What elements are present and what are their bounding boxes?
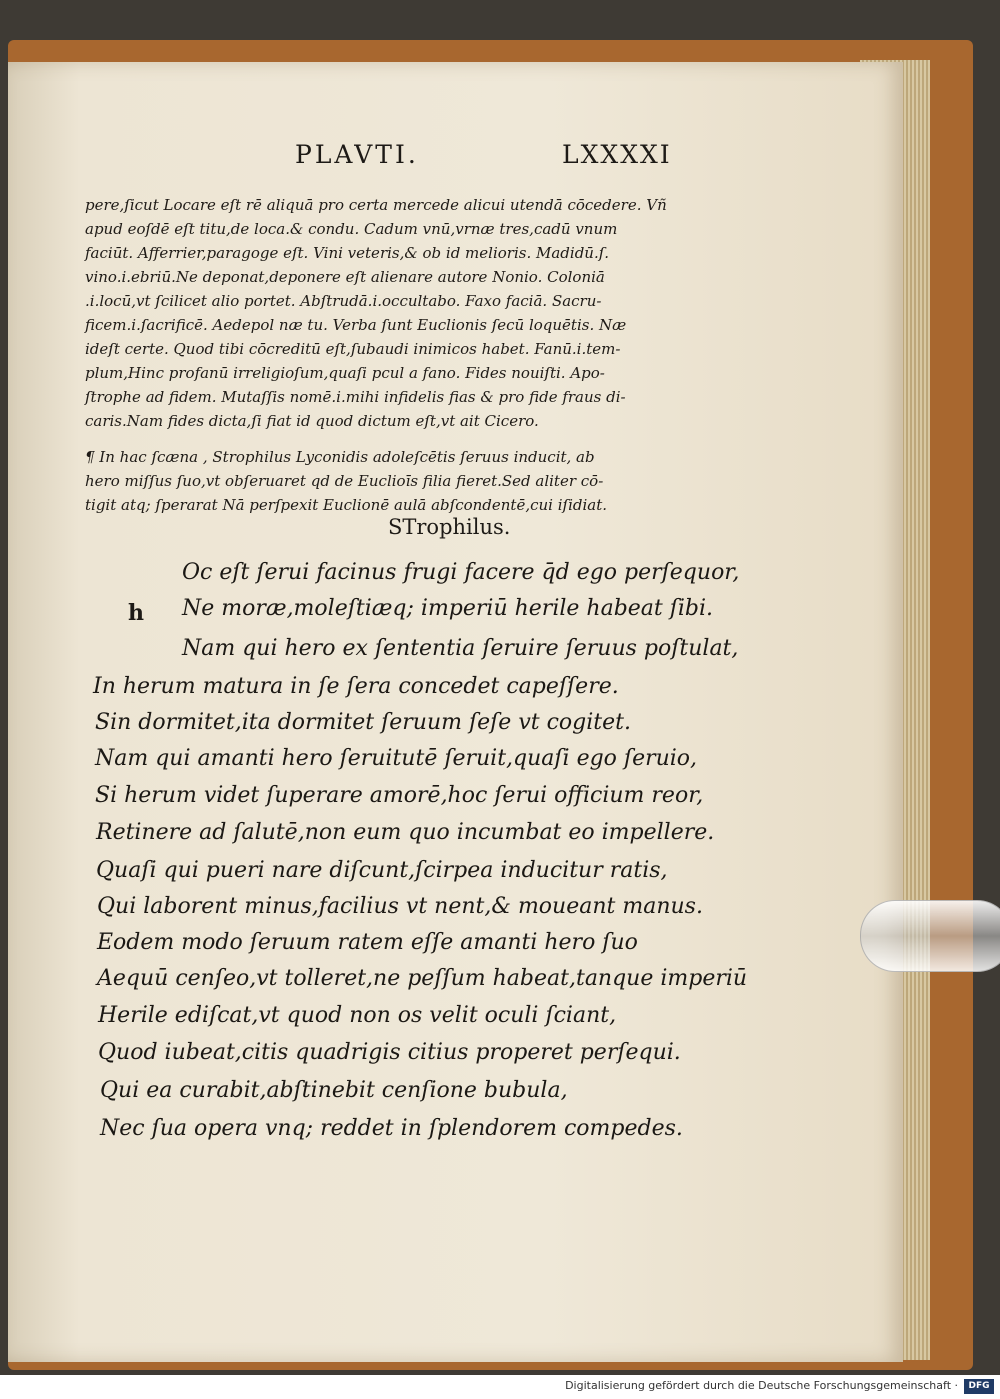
commentary-line: ideſt certe. Quod tibi cōcreditū eſt,ſubaudi inimicos habet. Fanū.i.tem- — [85, 340, 621, 358]
verse-line: Nec ſua opera vnq; reddet in ſplendorem compedes. — [100, 1116, 683, 1141]
commentary-line: apud eoſdē eſt titu,de loca.& condu. Cadum vnū,vrnæ tres,cadū vnum — [85, 220, 618, 238]
verse-line: Oc eſt ſerui facinus frugi facere q̄d ego perſequor, — [182, 560, 740, 585]
verse-line: Si herum videt ſuperare amorē,hoc ſerui officium reor, — [95, 783, 704, 808]
dfg-logo: DFG — [964, 1379, 994, 1394]
commentary-line: ſtrophe ad fidem. Mutaſſis nomē.i.mihi infidelis fias & pro fide fraus di- — [85, 388, 626, 406]
verse-line: Herile ediſcat,vt quod non os velit oculi ſciant, — [98, 1003, 617, 1028]
verse-line: Quod iubeat,citis quadrigis citius properet perſequi. — [98, 1040, 681, 1065]
verse-line: Aequū cenſeo,vt tolleret,ne peſſum habeat,tanque imperiū — [97, 966, 748, 991]
verse-line: Nam qui amanti hero ſeruitutē ſeruit,quaſi ego ſeruio, — [95, 746, 698, 771]
verse-line: In herum matura in ſe ſera concedet capeſſere. — [93, 674, 619, 699]
verse-line: Quaſi qui pueri nare diſcunt,ſcirpea inducitur ratis, — [96, 858, 668, 883]
folio-number: LXXXXI — [562, 140, 672, 169]
commentary-line: ficem.i.ſacrificē. Aedepol næ tu. Verba ſunt Euclionis ſecū loquētis. Næ — [85, 316, 627, 334]
commentary-line: vino.i.ebriū.Ne deponat,deponere eſt alienare autore Nonio. Coloniā — [85, 268, 605, 286]
scene-argument-line: ¶ In hac ſcæna , Strophilus Lyconidis adoleſcētis ſeruus inducit, ab — [85, 448, 595, 466]
verse-line: Eodem modo ſeruum ratem eſſe amanti hero ſuo — [97, 930, 638, 955]
funding-credit: Digitalisierung gefördert durch die Deutsche Forschungsgemeinschaft · — [565, 1379, 958, 1392]
commentary-line: pere,ſicut Locare eſt rē aliquā pro certa mercede alicui utendā cōcedere. Vñ — [85, 196, 667, 214]
verse-line: Ne moræ,moleſtiæq; imperiū herile habeat ſibi. — [182, 596, 714, 621]
speaker-heading: STrophilus. — [388, 515, 511, 539]
verse-line: Qui ea curabit,abſtinebit cenſione bubula, — [100, 1078, 568, 1103]
commentary-line: plum,Hinc profanū irreligioſum,quaſi pcul a fano. Fides nouiſti. Apo- — [85, 364, 605, 382]
scene-argument-line: tigit atq; ſperarat Nā perſpexit Euclionē aulā abſcondentē,cui iſidiat. — [85, 496, 608, 514]
scene-argument-line: hero miſſus ſuo,vt obſeruaret qd de Euclioīs filia fieret.Sed aliter cō- — [85, 472, 604, 490]
verse-line: Qui laborent minus,facilius vt nent,& moueant manus. — [97, 894, 703, 919]
verse-line: Sin dormitet,ita dormitet ſeruum ſeſe vt cogitet. — [95, 710, 631, 735]
glass-page-weight-rod — [860, 900, 1000, 972]
drop-initial-guide: h — [128, 600, 144, 626]
commentary-line: caris.Nam fides dicta,ſi fiat id quod dictum eſt,vt ait Cicero. — [85, 412, 539, 430]
verse-line: Nam qui hero ex ſententia ſeruire ſeruus poſtulat, — [182, 636, 739, 661]
verse-line: Retinere ad ſalutē,non eum quo incumbat eo impellere. — [96, 820, 715, 845]
digitization-footer — [0, 1375, 1000, 1399]
running-title: PLAVTI. — [295, 140, 419, 169]
commentary-line: faciūt. Afferrier,paragoge eſt. Vini veteris,& ob id melioris. Madidū.ſ. — [85, 244, 610, 262]
commentary-line: .i.locū,vt ſcilicet alio portet. Abſtrudā.i.occultabo. Faxo faciā. Sacru- — [85, 292, 602, 310]
